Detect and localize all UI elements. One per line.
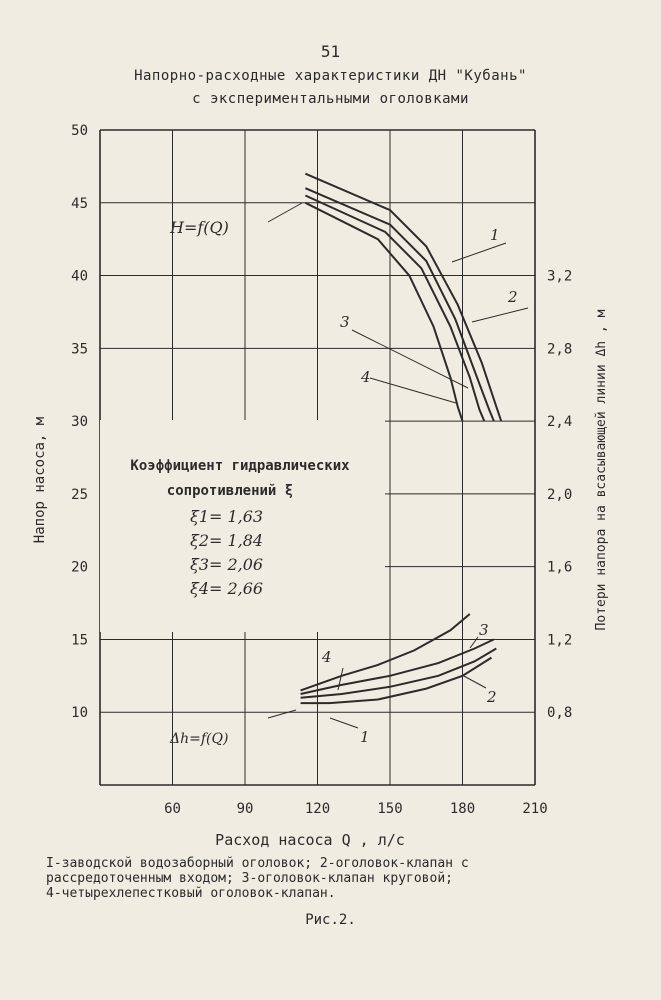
h-function-label: H=f(Q)	[170, 218, 229, 237]
coef-title-2: сопротивлений ξ	[166, 483, 294, 499]
y-axis-label: Напор насоса, м	[32, 416, 48, 544]
series-label: 3	[340, 313, 350, 331]
page-number: 51	[320, 42, 341, 61]
caption-line-1: I-заводской водозаборный оголовок; 2-оголовок-клапан с	[46, 856, 469, 871]
x-tick-label: 150	[377, 801, 403, 817]
series-label: 3	[479, 621, 489, 639]
series-label: 2	[508, 288, 518, 306]
leader-line	[462, 675, 486, 688]
leader-line	[330, 718, 358, 728]
y-tick-label: 45	[71, 195, 88, 212]
y-tick-label: 40	[71, 268, 88, 285]
y-tick-label: 35	[71, 341, 88, 358]
y2-tick-label: 2,4	[547, 414, 573, 431]
y2-tick-label: 3,2	[547, 268, 573, 285]
dh-function-label: Δh=f(Q)	[170, 731, 229, 747]
y-tick-label: 20	[71, 559, 88, 576]
leader-line	[472, 308, 528, 322]
y2-tick-label: 0,8	[547, 705, 573, 722]
leader-line	[268, 710, 296, 718]
series-label: 4	[361, 368, 371, 386]
head-curve-4	[305, 203, 462, 421]
caption-line-3: 4-четырехлепестковый оголовок-клапан.	[46, 886, 336, 901]
figure-label: Рис.2.	[305, 912, 356, 928]
y2-tick-label: 2,8	[547, 341, 573, 358]
x-tick-label: 180	[449, 801, 476, 817]
coef-title-1: Коэффициент гидравлических	[130, 458, 350, 474]
series-label: 1	[490, 226, 500, 244]
leader-line	[268, 203, 302, 222]
y2-tick-label: 1,6	[547, 559, 573, 576]
y2-tick-label: 1,2	[547, 632, 573, 649]
x-tick-label: 210	[522, 801, 548, 817]
y2-tick-label: 2,0	[547, 486, 573, 503]
caption-line-2: рассредоточенным входом; 3-оголовок-клапан круговой;	[46, 871, 453, 886]
leader-line	[338, 668, 343, 690]
series-label: 4	[322, 648, 332, 666]
x-tick-label: 120	[304, 801, 331, 817]
chart-title-line1: Напорно-расходные характеристики ДН "Кубань"	[134, 68, 527, 84]
leader-line	[470, 637, 478, 648]
leader-line	[452, 243, 506, 262]
leader-line	[370, 378, 456, 403]
x-axis-label: Расход насоса Q , л/с	[215, 831, 405, 849]
coef-value: ξ3= 2,06	[190, 555, 264, 574]
series-label: 1	[360, 728, 370, 746]
y2-axis-label: Потери напора на всасывающей линии Δh , м	[594, 309, 609, 631]
x-tick-label: 90	[236, 801, 254, 817]
coef-value: ξ4= 2,66	[190, 579, 264, 598]
coef-value: ξ1= 1,63	[190, 507, 264, 526]
x-tick-label: 60	[164, 801, 181, 817]
series-label: 2	[487, 688, 497, 706]
coef-value: ξ2= 1,84	[190, 531, 264, 550]
chart-title-line2: с экспериментальными оголовками	[192, 91, 469, 107]
y-tick-label: 10	[71, 705, 88, 722]
y-tick-label: 15	[71, 632, 88, 649]
y-tick-label: 50	[71, 123, 88, 139]
y-tick-label: 30	[71, 414, 88, 431]
coef-box	[100, 420, 385, 632]
y-tick-label: 25	[71, 486, 88, 503]
